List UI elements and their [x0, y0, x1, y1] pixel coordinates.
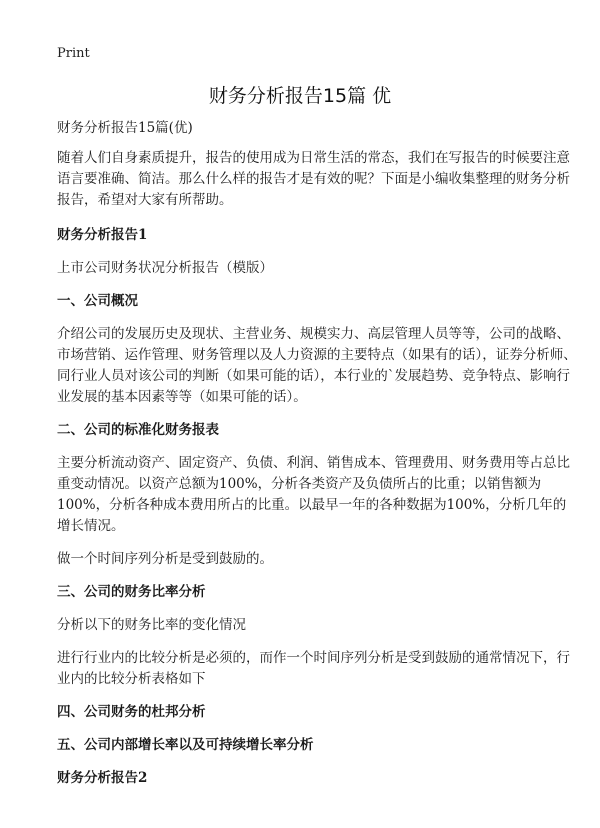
document-subtitle: 财务分析报告15篇(优)	[57, 120, 193, 136]
section3-paragraph-2: 进行行业内的比较分析是必须的，而作一个时间序列分析是受到鼓励的通常情况下，行业内的比较分析表格如下	[57, 650, 570, 687]
intro-paragraph: 随着人们自身素质提升，报告的使用成为日常生活的常态，我们在写报告的时候要注意语言要准确、简洁。那么什么样的报告才是有效的呢？下面是小编收集整理的财务分析报告，希望对大家有所帮助。	[57, 150, 570, 208]
document-body	[57, 118, 577, 789]
section3-heading: 三、公司的财务比率分析	[57, 584, 206, 600]
section1-paragraph: 介绍公司的发展历史及现状、主营业务、规模实力、高层管理人员等等，公司的战略、市场营销、运作管理、财务管理以及人力资源的主要特点（如果有的话），证券分析师、同行业人员对该公司的判断（如果可能的话），本行业的`发展趋势、竞争特点、影响行业发展的基本因素等等（如果可能的话）。	[57, 326, 577, 405]
section2-heading: 二、公司的标准化财务报表	[57, 422, 219, 438]
section2-note: 做一个时间序列分析是受到鼓励的。	[57, 551, 273, 567]
section5-heading: 五、公司内部增长率以及可持续增长率分析	[57, 737, 314, 753]
section3-paragraph: 分析以下的财务比率的变化情况	[57, 617, 246, 633]
report1-subheading: 上市公司财务状况分析报告（模版）	[57, 260, 273, 276]
page-title: 财务分析报告15篇 优	[208, 85, 392, 107]
section2-paragraph: 主要分析流动资产、固定资产、负债、利润、销售成本、管理费用、财务费用等占总比重变动情况。以资产总额为100%，分析各类资产及负债所占的比重；以销售额为100%，分析各种成本费用所占的比重。以最早一年的各种数据为100%，分析几年的增长情况。	[57, 455, 570, 534]
section1-heading: 一、公司概况	[57, 293, 138, 309]
print-link[interactable]: Print	[57, 46, 90, 61]
section4-heading: 四、公司财务的杜邦分析	[57, 704, 206, 720]
report1-heading: 财务分析报告1	[57, 227, 148, 243]
report2-heading: 财务分析报告2	[57, 770, 148, 786]
